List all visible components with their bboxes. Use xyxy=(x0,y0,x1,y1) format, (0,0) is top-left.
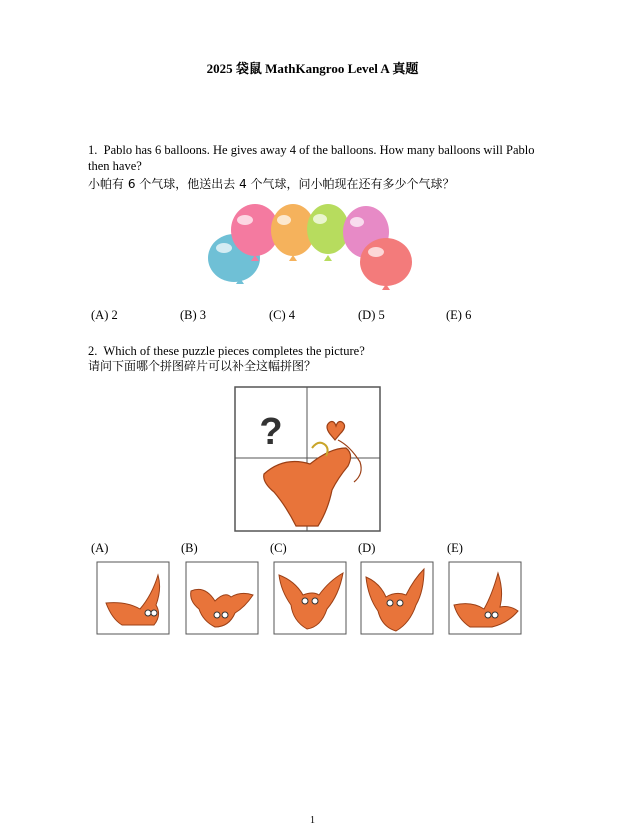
q1-option-d[interactable]: (D) 5 xyxy=(358,308,385,322)
q2-option-b-piece[interactable] xyxy=(185,561,259,635)
question-1-chinese: 小帕有 6 个气球，他送出去 4 个气球，问小帕现在还有多少个气球？ xyxy=(88,177,455,191)
q2-option-b-label: (B) xyxy=(181,541,198,555)
q2-option-e-label: (E) xyxy=(447,541,463,555)
page-number: 1 xyxy=(310,815,315,826)
question-mark-icon: ? xyxy=(259,411,283,453)
question-2-number: 2. xyxy=(88,344,98,358)
q2-option-a-piece[interactable] xyxy=(96,561,170,635)
q2-option-c-piece[interactable] xyxy=(273,561,347,635)
question-2-text xyxy=(88,343,365,359)
question-1-number: 1. xyxy=(88,143,98,157)
balloon xyxy=(307,204,349,261)
question-1-english: Pablo has 6 balloons. He gives away 4 of the balloons. How many balloons will Pablo then have? xyxy=(88,143,535,173)
q2-option-d-piece[interactable] xyxy=(360,561,434,635)
question-1-text xyxy=(88,142,538,174)
balloon xyxy=(360,238,412,290)
q1-option-b[interactable]: (B) 3 xyxy=(180,308,207,322)
balloons-illustration xyxy=(200,200,420,295)
q1-option-a[interactable]: (A) 2 xyxy=(91,308,118,322)
q2-option-d-label: (D) xyxy=(358,541,376,555)
page-title: 2025 袋鼠 MathKangroo Level A 真题 xyxy=(206,61,419,76)
q1-option-c[interactable]: (C) 4 xyxy=(269,308,296,322)
question-2-english: Which of these puzzle pieces completes the picture? xyxy=(103,344,365,358)
q1-option-e[interactable]: (E) 6 xyxy=(446,308,472,322)
q2-option-a-label: (A) xyxy=(91,541,109,555)
question-2-chinese: 请问下面哪个拼图碎片可以补全这幅拼图？ xyxy=(88,359,317,373)
q2-option-c-label: (C) xyxy=(270,541,287,555)
puzzle-picture xyxy=(234,386,381,532)
q2-option-e-piece[interactable] xyxy=(448,561,522,635)
